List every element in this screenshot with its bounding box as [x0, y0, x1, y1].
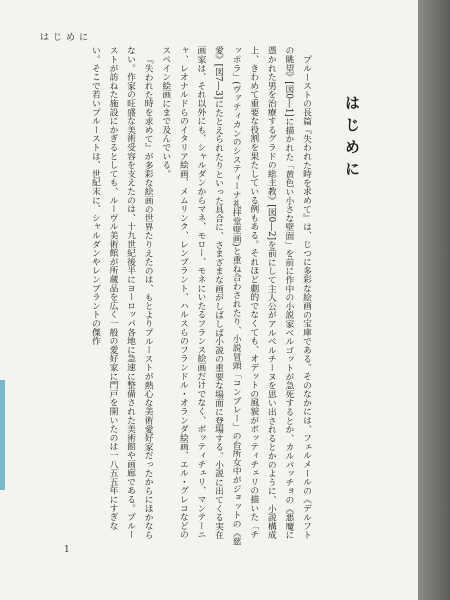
- facing-page-edge: [418, 0, 450, 600]
- paragraph: プルーストの長篇『失われた時を求めて』は、じつに多彩な絵画の宝庫である。そのなかには、フェルメールの《デルフトの眺望》[図0―1]に描かれた「黄色い小さな壁面」を前に作中の小説家ベルゴットが急死するとか、カルパッチョの《悪魔に憑かれた男を治療するグラドの総主教》[図0―2]を前にして主人公がアルベルチーヌを思い出されるとかのように、小説構成上、きわめて重要な役割を果たしている例もある。それほど劇的でなくても、オデットの風貌がボッティチェリの描いた「チッポラ」(ヴァティカンのシスティーナ礼拝堂壁画)と重ね合わされたり、小説冒頭「コンブレー」の台所女中がジョットの《慈愛》[図7―3]にたとえられたりといった具合に、さまざまな画がしばしば小説の重要な場面に登場する。小説に出てくる実在画家は、それ以外にも、シャルダンからマネ、モロー、モネにいたるフランス絵画だけでなく、ボッティチェリ、マンテーニャ、レオナルドらのイタリア絵画、メムリンク、レンブラント、ハルスらのフランドル・オランダ絵画、エル・グレコなどのスペイン絵画にまで及んでいる。: [160, 46, 311, 546]
- body-text: [54, 46, 314, 546]
- running-head: はじめに: [40, 33, 93, 43]
- chapter-title: はじめに: [343, 95, 361, 183]
- page-number: 1: [64, 545, 70, 555]
- page-edge-tab: [0, 380, 5, 490]
- paragraph: 『失われた時を求めて』が多彩な絵画の世界たりえたのは、もとよりプルーストが熱心な美術愛好家だったからにほかならない。作家の旺盛な美術受容を支えたのは、十九世紀後半にヨーロッパ各地に急速に整備された美術館や画廊である。プルーストが訪ねた施設にかぎるとしても、ルーヴル美術館が所蔵品を広く一般の愛好家に門戸を開いたのは一八五五年にすぎない。そこで若いプルーストは、世紀末に、シャルダンやレンブラントの傑作: [89, 46, 153, 539]
